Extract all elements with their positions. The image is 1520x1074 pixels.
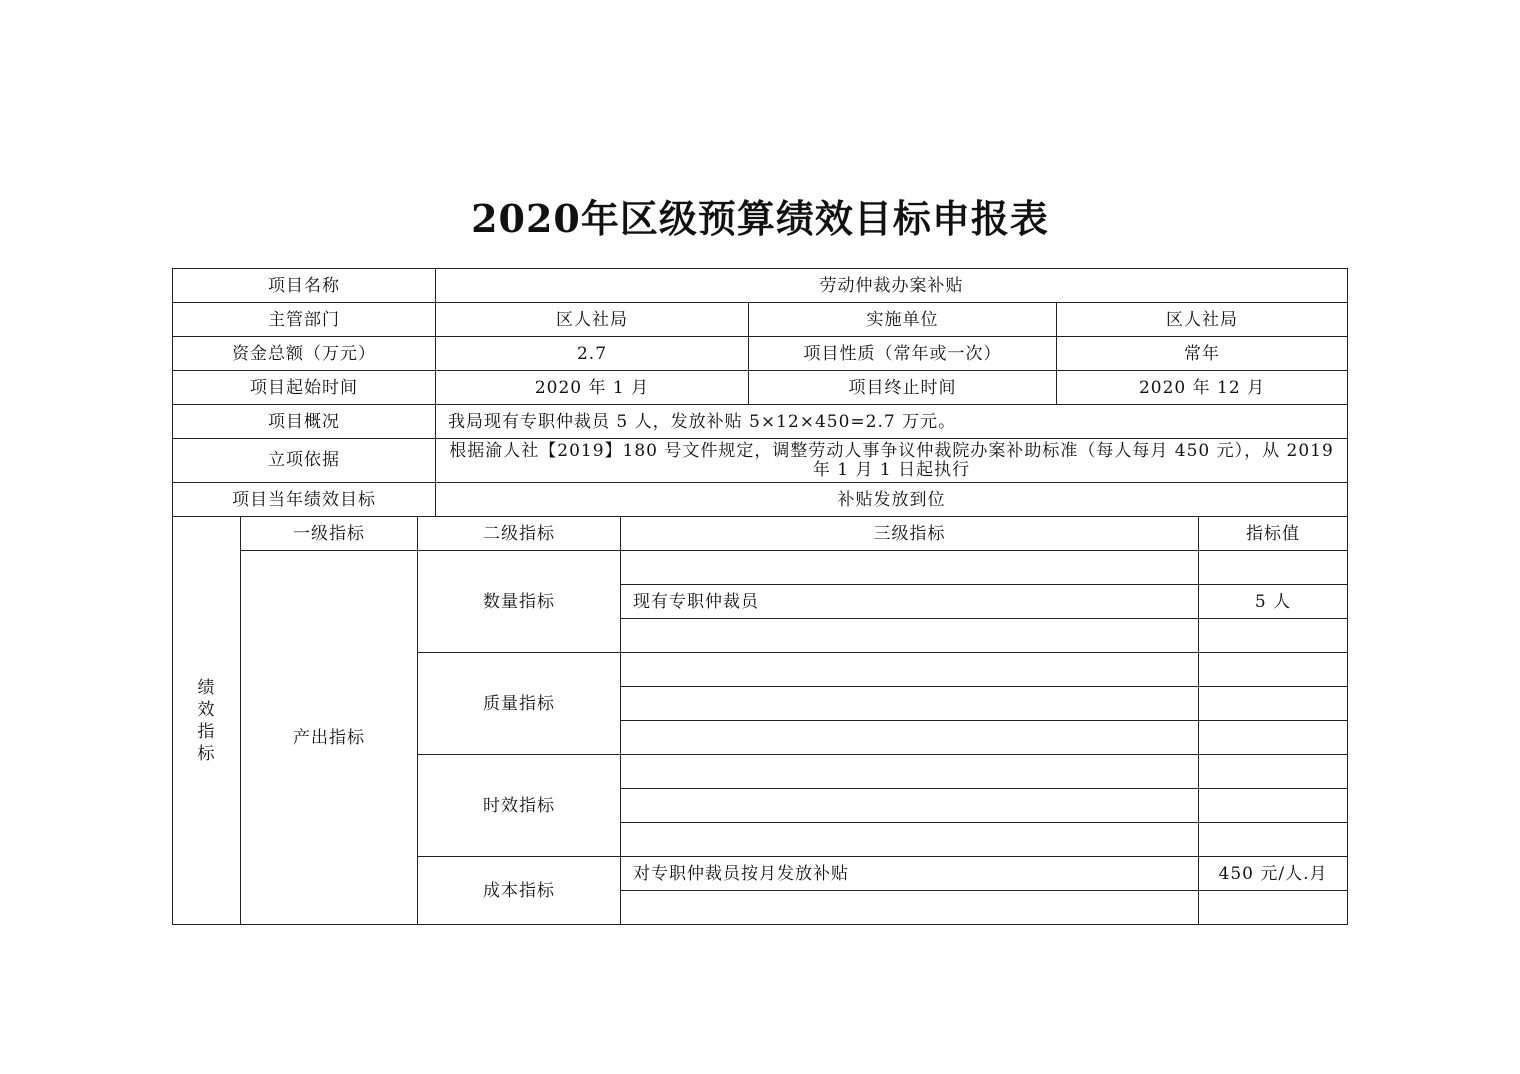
row-department — [173, 303, 1348, 337]
output-indicator-label: 产出指标 — [241, 551, 418, 925]
annual-goal-value: 补贴发放到位 — [436, 483, 1348, 517]
department-label: 主管部门 — [173, 303, 436, 337]
level3-header: 三级指标 — [621, 517, 1199, 551]
value-cell — [1199, 653, 1348, 687]
overview-label: 项目概况 — [173, 405, 436, 439]
level3-cell — [621, 687, 1199, 721]
performance-indicators-label: 绩效指标 — [173, 517, 241, 925]
department-value: 区人社局 — [436, 303, 749, 337]
quantity-item: 现有专职仲裁员 — [621, 585, 1199, 619]
indicator-value-header: 指标值 — [1199, 517, 1348, 551]
cost-item: 对专职仲裁员按月发放补贴 — [621, 857, 1199, 891]
quantity-value: 5 人 — [1199, 585, 1348, 619]
table-row — [173, 551, 1348, 585]
basis-label: 立项依据 — [173, 439, 436, 483]
cost-value: 450 元/人.月 — [1199, 857, 1348, 891]
level3-cell — [621, 551, 1199, 585]
row-dates — [173, 371, 1348, 405]
value-cell — [1199, 619, 1348, 653]
value-cell — [1199, 721, 1348, 755]
value-cell — [1199, 687, 1348, 721]
row-basis — [173, 439, 1348, 483]
row-indicator-header — [173, 517, 1348, 551]
implementing-unit-value: 区人社局 — [1057, 303, 1348, 337]
level3-cell — [621, 823, 1199, 857]
fund-total-label: 资金总额（万元） — [173, 337, 436, 371]
value-cell — [1199, 789, 1348, 823]
page-title: 2020年区级预算绩效目标申报表 — [471, 196, 1049, 241]
overview-value: 我局现有专职仲裁员 5 人，发放补贴 5×12×450=2.7 万元。 — [436, 405, 1348, 439]
level3-cell — [621, 755, 1199, 789]
annual-goal-label: 项目当年绩效目标 — [173, 483, 436, 517]
timeliness-indicator-label: 时效指标 — [418, 755, 621, 857]
level3-cell — [621, 789, 1199, 823]
value-cell — [1199, 551, 1348, 585]
fund-total-value: 2.7 — [436, 337, 749, 371]
cost-indicator-label: 成本指标 — [418, 857, 621, 925]
quantity-indicator-label: 数量指标 — [418, 551, 621, 653]
level3-cell — [621, 891, 1199, 925]
quality-indicator-label: 质量指标 — [418, 653, 621, 755]
project-name-label: 项目名称 — [173, 269, 436, 303]
value-cell — [1199, 755, 1348, 789]
value-cell — [1199, 891, 1348, 925]
start-time-value: 2020 年 1 月 — [436, 371, 749, 405]
project-name-value: 劳动仲裁办案补贴 — [436, 269, 1348, 303]
end-time-value: 2020 年 12 月 — [1057, 371, 1348, 405]
end-time-label: 项目终止时间 — [749, 371, 1057, 405]
row-project-name — [173, 269, 1348, 303]
project-nature-value: 常年 — [1057, 337, 1348, 371]
row-overview — [173, 405, 1348, 439]
level3-cell — [621, 653, 1199, 687]
row-funding — [173, 337, 1348, 371]
level3-cell — [621, 721, 1199, 755]
performance-target-table — [172, 268, 1348, 925]
project-nature-label: 项目性质（常年或一次） — [749, 337, 1057, 371]
row-goal — [173, 483, 1348, 517]
value-cell — [1199, 823, 1348, 857]
level1-header: 一级指标 — [241, 517, 418, 551]
implementing-unit-label: 实施单位 — [749, 303, 1057, 337]
level2-header: 二级指标 — [418, 517, 621, 551]
start-time-label: 项目起始时间 — [173, 371, 436, 405]
basis-value: 根据渝人社【2019】180 号文件规定，调整劳动人事争议仲裁院办案补助标准（每人每月 450 元），从 2019 年 1 月 1 日起执行 — [436, 439, 1348, 483]
level3-cell — [621, 619, 1199, 653]
